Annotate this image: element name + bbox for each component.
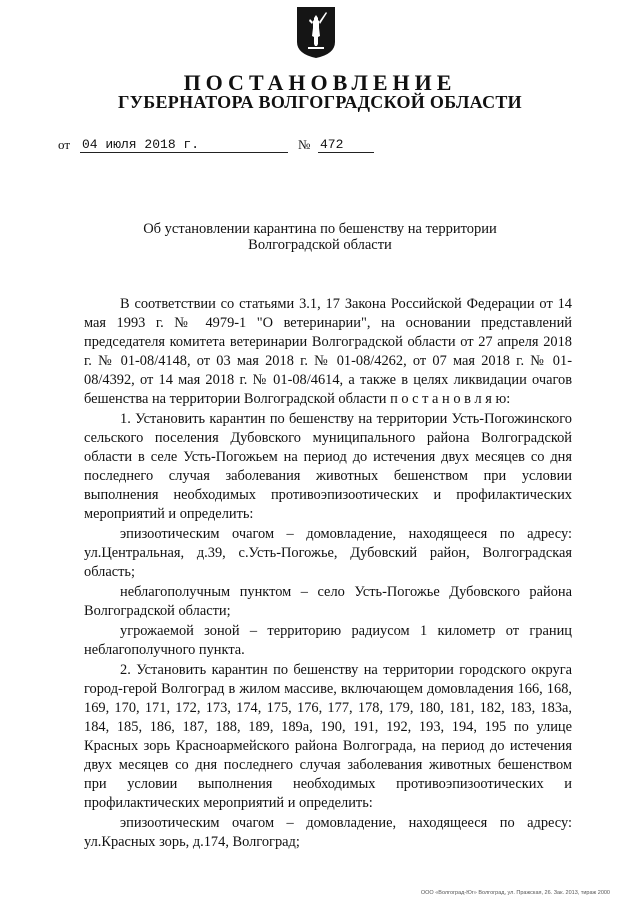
clause-1-focus-paragraph: эпизоотическим очагом – домовладение, находящееся по адресу: ул.Центральная, д.39, с.Усть-Погожье, Дубовский район, Волгоградская область; — [84, 526, 572, 580]
printer-imprint: ООО «Волгоград-Юг» Волгоград, ул. Пражская, 26. Зак. 2013, тираж 2000 — [420, 890, 610, 896]
document-body — [84, 295, 572, 852]
clause-1-zone-paragraph: угрожаемой зоной – территорию радиусом 1 километр от границ неблагополучного пункта. — [84, 623, 572, 658]
clause-1-point-paragraph: неблагополучным пунктом – село Усть-Погожье Дубовского района Волгоградской области; — [84, 584, 572, 619]
date-number-line — [58, 137, 358, 153]
document-date: 04 июля 2018 г. — [82, 137, 200, 152]
issuer-title: ГУБЕРНАТОРА ВОЛГОГРАДСКОЙ ОБЛАСТИ — [118, 92, 522, 112]
number-underline — [318, 152, 374, 153]
date-underline — [80, 152, 288, 153]
date-prefix: от — [58, 137, 71, 152]
subject-line-2: Волгоградской области — [248, 237, 392, 253]
preamble-paragraph: В соответствии со статьями 3.1, 17 Закона Российской Федерации от 14 мая 1993 г. № 4979-1 "О ветеринарии", на основании представлений председателя комитета ветеринарии Волгоградской области от 27 апреля 2018 г. № 01-08/4148, от 03 мая 2018 г. № 01-08/4262, от 07 мая 2018 г. № 01-08/4392, от 14 мая 2018 г. № 01-08/4614, а также в целях ликвидации очагов бешенства на территории Волгоградской области п о с т а н о в л я ю: — [84, 296, 572, 407]
clause-1-paragraph: 1. Установить карантин по бешенству на территории Усть-Погожинского сельского поселения Дубовского муниципального района Волгоградской области в селе Усть-Погожьем на период до истечения двух месяцев со дня последнего случая заболевания животных бешенством при условии выполнения необходимых противоэпизоотических и профилактических мероприятий и определить: — [84, 411, 572, 522]
volgograd-coat-of-arms-icon — [296, 6, 336, 59]
clause-2-focus-paragraph: эпизоотическим очагом – домовладение, находящееся по адресу: ул.Красных зорь, д.174, Волгоград; — [84, 815, 572, 850]
document-number: 472 — [320, 137, 344, 152]
number-label: № — [298, 137, 311, 152]
subject-line-1: Об установлении карантина по бешенству на территории — [143, 221, 497, 237]
document-title: ПОСТАНОВЛЕНИЕ — [183, 70, 457, 95]
clause-2-paragraph: 2. Установить карантин по бешенству на территории городского округа город-герой Волгоград в жилом массиве, включающем домовладения 166, 168, 169, 170, 171, 172, 173, 174, 175, 176, 177, 178, 179, 180, 181, 182, 183, 183а, 184, 185, 186, 187, 188, 189, 189а, 190, 191, 192, 193, 194, 195 по улице Красных зорь Красноармейского района Волгограда, на период до истечения двух месяцев со дня последнего случая заболевания животных бешенством при условии выполнения необходимых противоэпизоотических и профилактических мероприятий и определить: — [84, 662, 572, 811]
document-subject — [120, 221, 520, 253]
